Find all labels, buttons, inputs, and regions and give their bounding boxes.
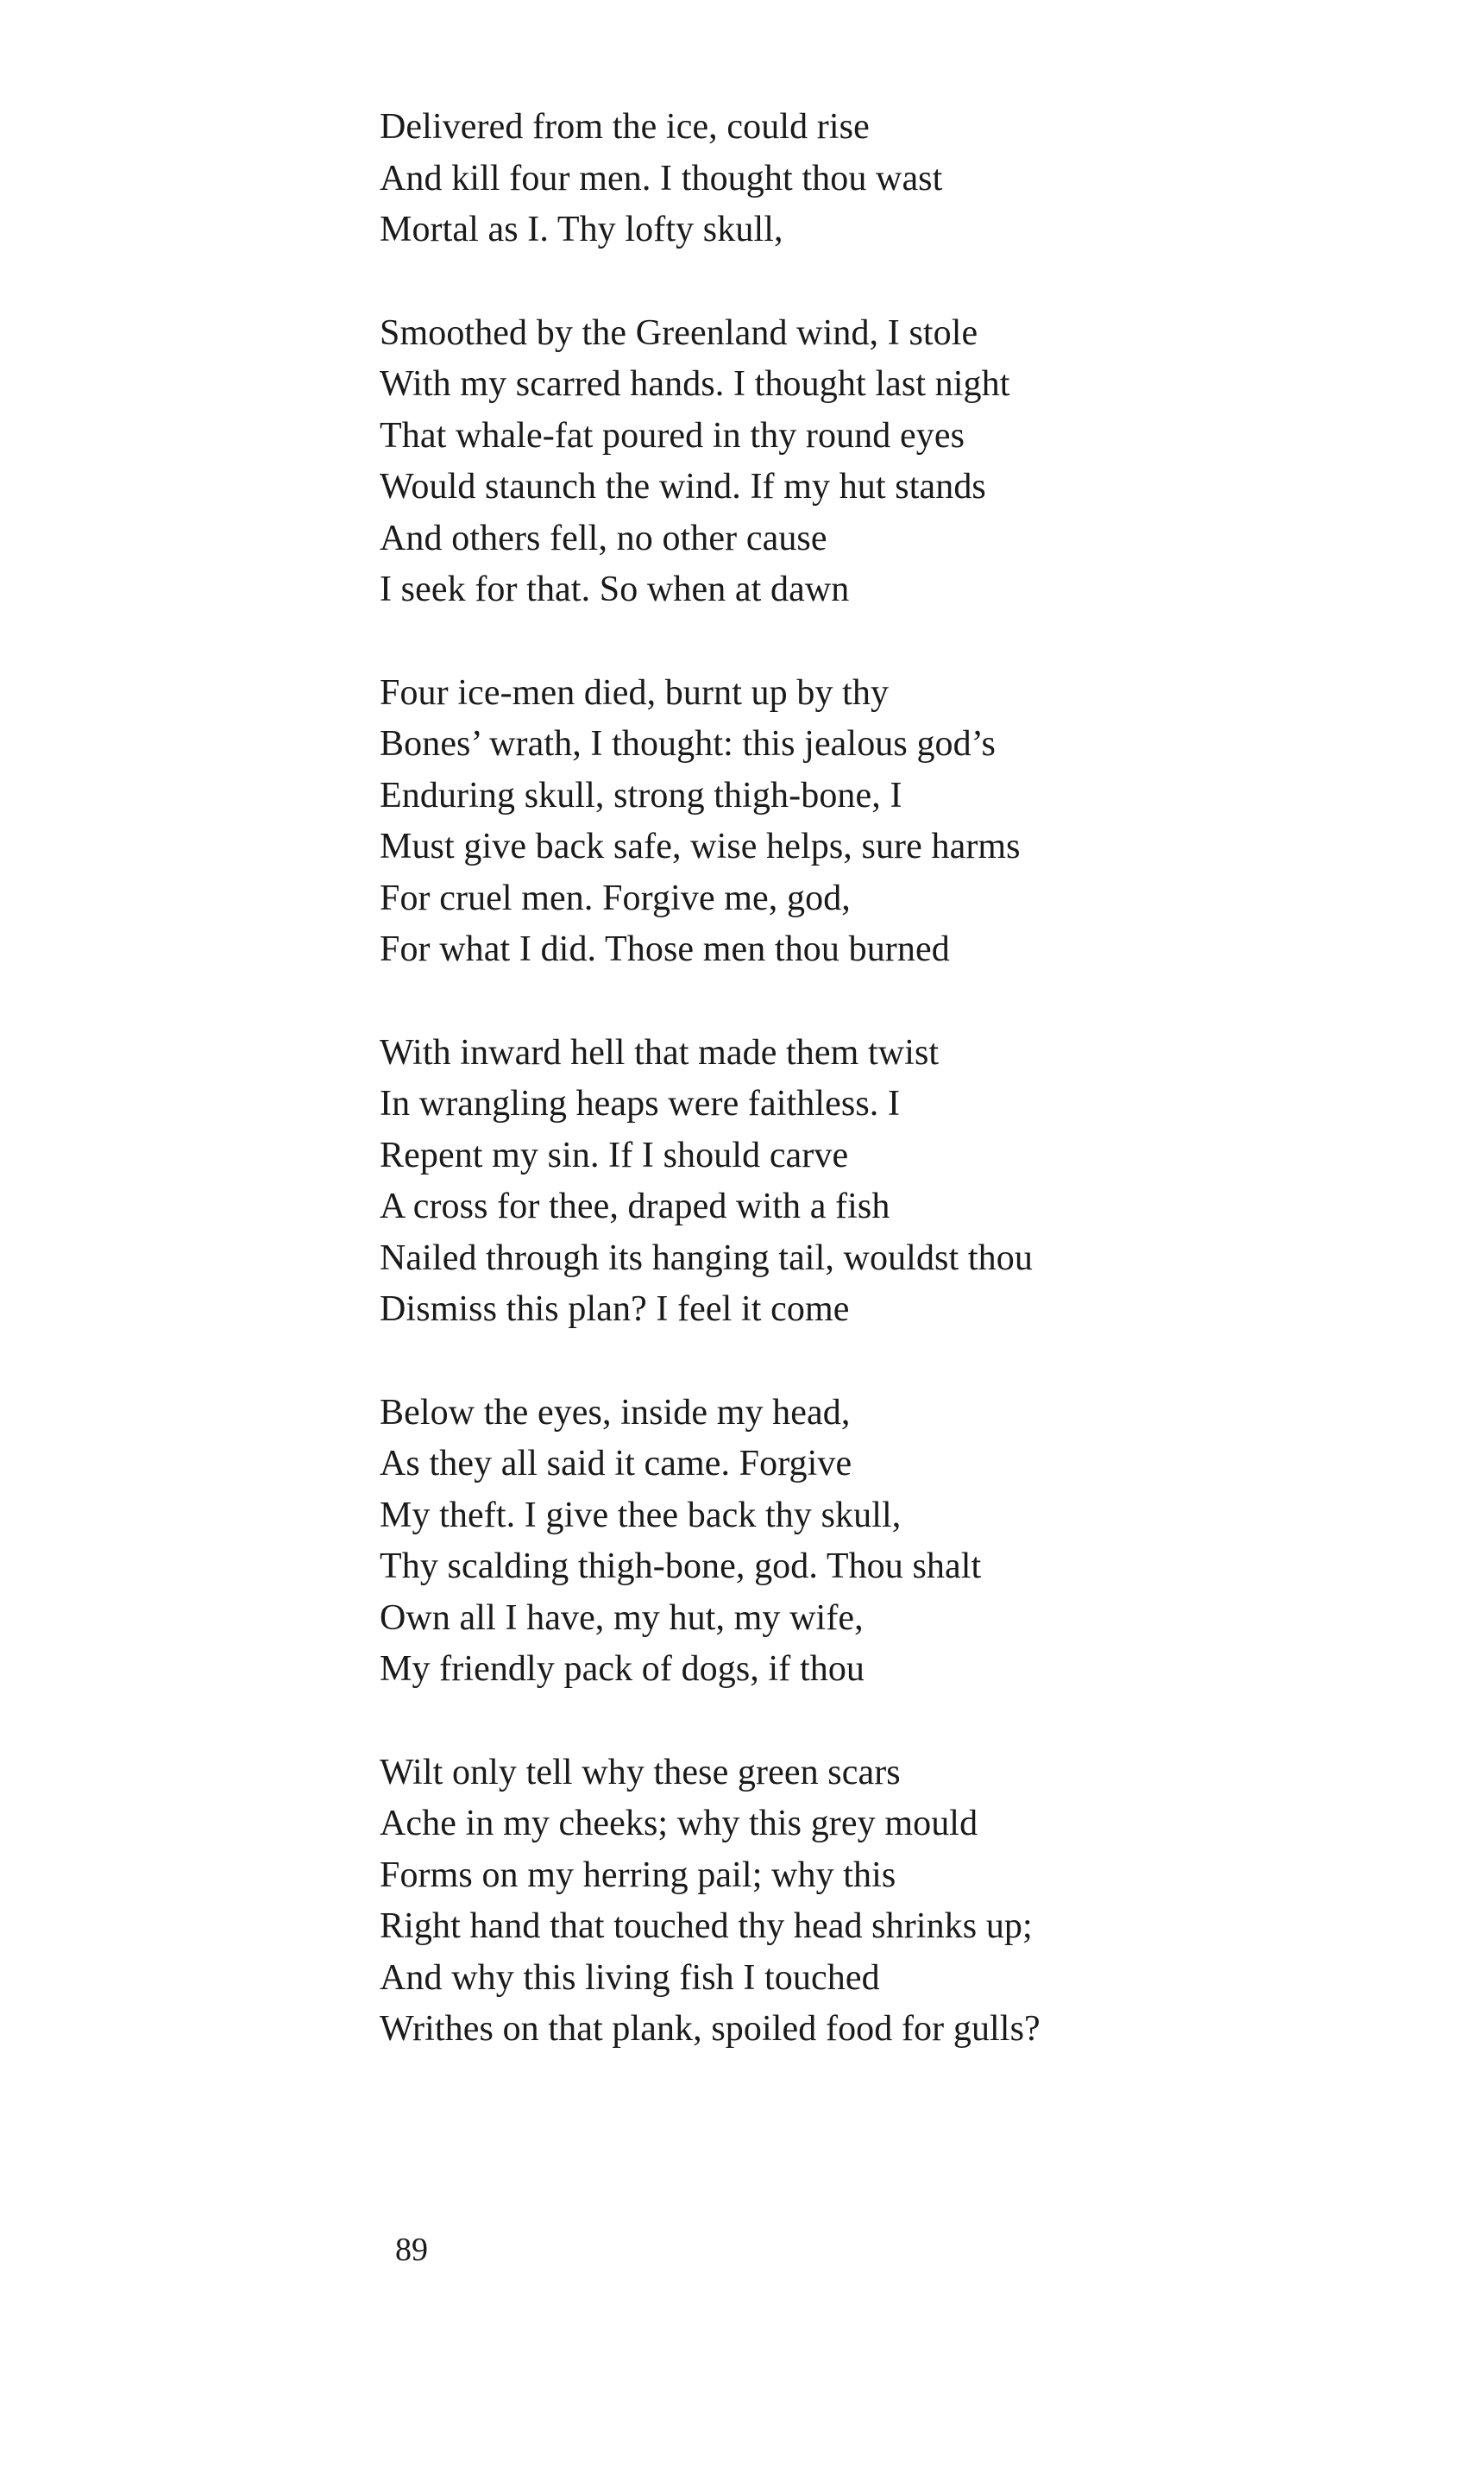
poem-line: For cruel men. Forgive me, god, [380, 878, 851, 918]
poem-line: With inward hell that made them twist [380, 1032, 940, 1073]
poem-line: Four ice-men died, burnt up by thy [380, 672, 890, 713]
poem-line: That whale-fat poured in thy round eyes [380, 415, 965, 456]
poem-line: Writhes on that plank, spoiled food for gulls? [380, 2009, 1041, 2049]
poem-line: In wrangling heaps were faithless. I [380, 1084, 901, 1124]
stanza-6 [380, 1748, 1398, 2056]
poem-line: And why this living fish I touched [380, 1957, 880, 1998]
poem-line: Repent my sin. If I should carve [380, 1135, 849, 1175]
stanza-2 [380, 308, 1398, 616]
poem-line: For what I did. Those men thou burned [380, 929, 950, 969]
poem-line: Enduring skull, strong thigh-bone, I [380, 775, 902, 816]
poem-line: As they all said it came. Forgive [380, 1444, 852, 1483]
poem-line: Forms on my herring pail; why this [380, 1855, 896, 1895]
poem-line: Mortal as I. Thy lofty skull, [380, 210, 783, 249]
poem-line: Right hand that touched thy head shrinks up; [380, 1906, 1033, 1946]
poem-line: A cross for thee, draped with a fish [380, 1187, 890, 1226]
poem-body [380, 102, 1398, 2107]
poem-line: Would staunch the wind. If my hut stands [380, 467, 986, 507]
poem-line: Smoothed by the Greenland wind, I stole [380, 312, 978, 353]
poem-line: Wilt only tell why these green scars [380, 1752, 901, 1792]
poem-line: Own all I have, my hut, my wife, [380, 1597, 864, 1638]
poem-line: My theft. I give thee back thy skull, [380, 1495, 902, 1535]
poem-line: I seek for that. So when at dawn [380, 570, 850, 609]
stanza-5 [380, 1388, 1398, 1696]
poem-line: My friendly pack of dogs, if thou [380, 1649, 865, 1689]
poem-line: Ache in my cheeks; why this grey mould [380, 1804, 978, 1843]
poem-line: And others fell, no other cause [380, 518, 827, 558]
page-number: 89 [395, 2232, 428, 2268]
poem-line: Thy scalding thigh-bone, god. Thou shalt [380, 1546, 982, 1586]
poem-line: And kill four men. I thought thou wast [380, 158, 943, 198]
poem-line: Below the eyes, inside my head, [380, 1392, 851, 1433]
poem-line: Delivered from the ice, could rise [380, 107, 870, 147]
stanza-4 [380, 1028, 1398, 1336]
poem-line: Must give back safe, wise helps, sure harms [380, 827, 1021, 866]
poem-line: Bones’ wrath, I thought: this jealous god’s [380, 724, 996, 764]
poem-line: Nailed through its hanging tail, wouldst thou [380, 1238, 1033, 1278]
stanza-1 [380, 102, 1398, 256]
poem-line: With my scarred hands. I thought last night [380, 364, 1010, 404]
poem-line: Dismiss this plan? I feel it come [380, 1289, 850, 1329]
stanza-3 [380, 668, 1398, 976]
